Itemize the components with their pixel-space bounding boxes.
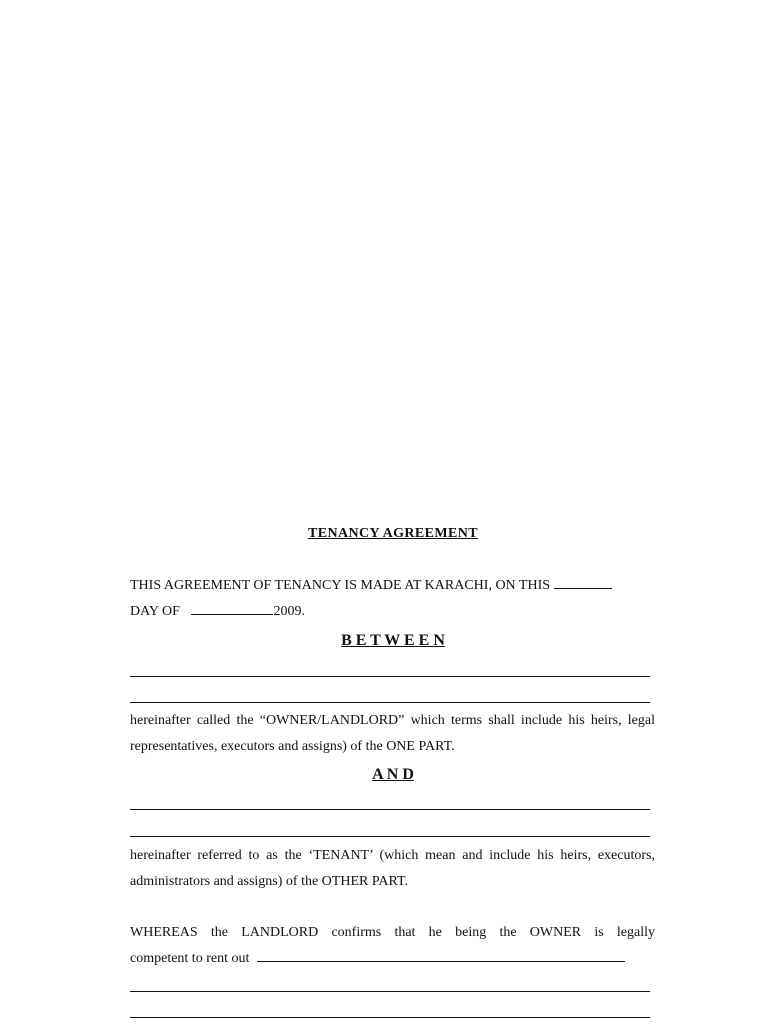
intro-line-2 xyxy=(130,599,655,625)
owner-name-line-1 xyxy=(130,676,650,677)
between-heading: B E T W E E N xyxy=(341,632,445,649)
owner-name-line-2 xyxy=(130,702,650,703)
property-line-1 xyxy=(130,991,650,992)
tenant-name-line-1 xyxy=(130,809,650,810)
intro-line-1 xyxy=(130,573,655,599)
whereas-clause xyxy=(130,920,655,972)
and-heading: A N D xyxy=(372,766,414,783)
property-line-2 xyxy=(130,1017,650,1018)
rent-out-label: competent to rent out xyxy=(130,951,250,966)
tenant-clause: hereinafter referred to as the ‘TENANT’ (which mean and include his heirs, executors, administrators and assigns) of the OTHER PART. xyxy=(130,848,655,889)
whereas-line-1: WHEREAS the LANDLORD confirms that he being the OWNER is legally xyxy=(130,925,655,940)
intro-text: THIS AGREEMENT OF TENANCY IS MADE AT KARACHI, ON THIS xyxy=(130,578,551,593)
year-text: 2009. xyxy=(273,604,305,619)
whereas-line-2 xyxy=(130,946,655,972)
day-of-label: DAY OF xyxy=(130,604,180,619)
property-blank xyxy=(257,960,625,962)
owner-clause: hereinafter called the “OWNER/LANDLORD” which terms shall include his heirs, legal representatives, executors and assigns) of the ONE PART. xyxy=(130,713,655,754)
date-day-blank xyxy=(554,587,612,589)
date-month-blank xyxy=(191,613,273,615)
tenant-name-line-2 xyxy=(130,836,650,837)
document-title: TENANCY AGREEMENT xyxy=(307,526,479,541)
agreement-intro xyxy=(130,573,655,625)
